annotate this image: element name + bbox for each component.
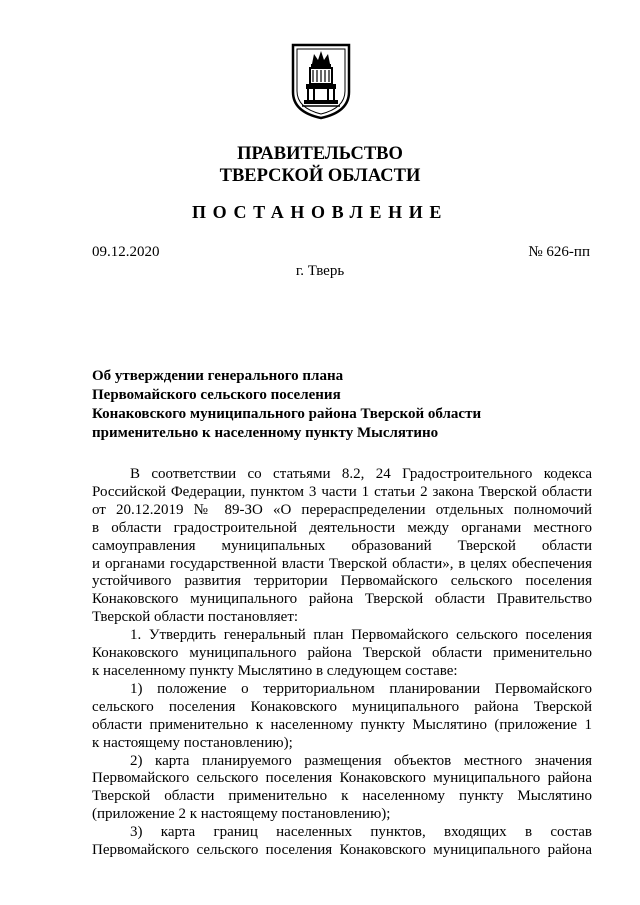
text-line: 1. Утвердить генеральный план Первомайского сельского поселения — [130, 627, 592, 644]
org-name-line1: ПРАВИТЕЛЬСТВО — [237, 144, 403, 164]
paragraph-item-1 — [92, 627, 592, 681]
paragraph-subitem-1 — [92, 681, 592, 753]
text-line: области применительно к населенному пункту Мыслятино (приложение 1 — [92, 716, 592, 733]
text-line: к настоящему постановлению); — [92, 734, 293, 751]
document-type: ПОСТАНОВЛЕНИЕ — [192, 202, 448, 222]
text-line: Конаковского муниципального района Тверской области применительно — [92, 645, 592, 662]
text-line: Российской Федерации, пунктом 3 части 1 статьи 2 закона Тверской области — [92, 483, 592, 500]
text-line: к населенному пункту Мыслятино в следующем составе: — [92, 662, 458, 679]
document-number: № 626-пп — [528, 244, 590, 260]
document-body — [92, 466, 592, 860]
subject-line: Об утверждении генерального плана — [92, 368, 344, 384]
text-line: сельского поселения Конаковского муниципального района Тверской — [92, 698, 592, 715]
text-line: Первомайского сельского поселения Конаковского муниципального района — [92, 770, 592, 787]
paragraph-subitem-2 — [92, 753, 592, 825]
text-line: Конаковского муниципального района Тверской области Правительство — [92, 591, 592, 608]
document-subject — [92, 367, 481, 443]
text-line: 2) карта планируемого размещения объектов местного значения — [130, 752, 592, 769]
text-line: (приложение 2 к настоящему постановлению); — [92, 806, 391, 823]
text-line: 3) карта границ населенных пунктов, входящих в состав — [130, 824, 592, 841]
text-line: Тверской области постановляет: — [92, 609, 299, 626]
subject-line: применительно к населенному пункту Мыслятино — [92, 425, 439, 441]
org-name-line2: ТВЕРСКОЙ ОБЛАСТИ — [219, 166, 421, 186]
text-line: Тверской области применительно к населенному пункту Мыслятино — [92, 788, 592, 805]
subject-line: Первомайского сельского поселения — [92, 387, 341, 403]
paragraph-subitem-3 — [92, 824, 592, 860]
text-line: 1) положение о территориальном планировании Первомайского — [130, 680, 592, 697]
text-line: Первомайского сельского поселения Конаковского муниципального района — [92, 842, 592, 859]
tver-coat-of-arms-icon — [290, 42, 352, 120]
text-line: от 20.12.2019 № 89-ЗО «О перераспределении отдельных полномочий — [92, 501, 592, 518]
text-line: устойчивого развития территории Первомайского сельского поселения — [92, 573, 592, 590]
paragraph-preamble — [92, 466, 592, 627]
text-line: в области градостроительной деятельности между органами местного — [92, 519, 592, 536]
text-line: и органами государственной власти Тверской области», в целях обеспечения — [92, 555, 592, 572]
text-line: самоуправления муниципальных образований Тверской области — [92, 537, 592, 554]
document-city: г. Тверь — [295, 263, 345, 279]
text-line: В соответствии со статьями 8.2, 24 Градостроительного кодекса — [130, 466, 592, 482]
document-date: 09.12.2020 — [92, 244, 160, 260]
subject-line: Конаковского муниципального района Тверской области — [92, 406, 482, 422]
